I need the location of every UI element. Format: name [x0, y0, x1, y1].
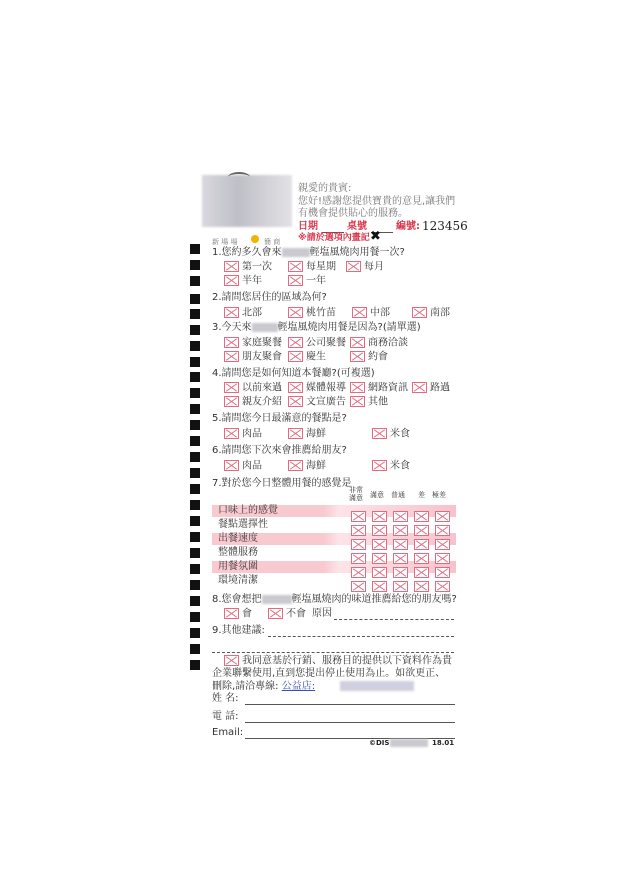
question-3: 3.今天來 輕塩風燒肉用餐是因為?(請單選)	[212, 322, 421, 333]
question-6: 6.請問您下次來會推薦給朋友?	[212, 445, 347, 456]
consent-line-3: 刪除,請洽專線: 公益店:	[212, 681, 316, 692]
q4-option[interactable]: 路過	[412, 382, 450, 395]
rating-checkbox[interactable]	[393, 581, 408, 592]
q3-option[interactable]: 朋友聚會	[224, 351, 282, 364]
timing-mark	[190, 372, 200, 382]
q8-yes-option[interactable]: 會	[224, 608, 252, 621]
timing-mark	[190, 452, 200, 462]
scale-header-very-poor: 極差	[432, 491, 446, 499]
timing-mark	[190, 436, 200, 446]
name-label: 姓 名:	[212, 693, 239, 704]
q1-option[interactable]: 每月	[346, 261, 384, 274]
timing-mark	[190, 276, 200, 286]
q2-option[interactable]: 中部	[352, 307, 390, 320]
timing-mark	[190, 468, 200, 478]
timing-mark	[190, 260, 200, 270]
question-9: 9.其他建議:	[212, 625, 265, 636]
table-label: 桌號	[347, 221, 367, 232]
serial-number: 123456	[422, 219, 468, 233]
q4-option[interactable]: 以前來過	[224, 382, 282, 395]
logo-blurred	[202, 175, 292, 227]
rating-item-label: 用餐氛圍	[218, 561, 258, 572]
timing-mark	[190, 532, 200, 542]
q2-option[interactable]: 北部	[224, 307, 262, 320]
timing-mark	[190, 612, 200, 622]
timing-mark	[190, 325, 200, 335]
timing-mark	[190, 628, 200, 638]
rating-item-label: 餐點選擇性	[218, 519, 268, 530]
instruction: ※請於選項內畫記	[298, 233, 370, 243]
rating-checkbox[interactable]	[414, 581, 429, 592]
date-label: 日期	[298, 221, 318, 232]
phone-label: 電 話:	[212, 711, 239, 722]
scale-header-poor: 差	[418, 491, 425, 499]
timing-mark	[190, 357, 200, 367]
q4-option[interactable]: 網路資訊	[350, 382, 408, 395]
consent-line-2: 企業聯繫使用,直到您提出停止使用為止。如欲更正、	[212, 668, 446, 679]
name-field[interactable]	[245, 704, 455, 705]
question-1: 1.您約多久會來 輕塩風燒肉用餐一次?	[212, 247, 405, 258]
rating-item-label: 環境清潔	[218, 575, 258, 586]
q2-option[interactable]: 南部	[412, 307, 450, 320]
right-tag: 簡 商	[264, 238, 281, 246]
q4-option[interactable]: 親友介紹	[224, 396, 282, 409]
question-7: 7.對於您今日整體用餐的感覺是	[212, 478, 352, 489]
footer-code-blurred	[390, 739, 428, 747]
footer-code-suffix: 18.01	[432, 739, 455, 747]
suggestion-line[interactable]	[212, 652, 454, 653]
q4-option[interactable]: 媒體報導	[288, 382, 346, 395]
mark-x-icon: ✖	[370, 229, 381, 244]
q2-option[interactable]: 桃竹苗	[288, 307, 336, 320]
q5-option[interactable]: 米食	[372, 428, 410, 441]
q1-option[interactable]: 每星期	[288, 261, 336, 274]
timing-mark	[190, 516, 200, 526]
question-4: 4.請問您是如何知道本餐廳?(可複選)	[212, 368, 375, 379]
q5-option[interactable]: 海鮮	[288, 428, 326, 441]
rating-item-label: 整體服務	[218, 547, 258, 558]
q8-no-option[interactable]: 不會	[268, 608, 306, 621]
timing-mark	[190, 404, 200, 414]
q3-option[interactable]: 約會	[350, 351, 388, 364]
timing-mark	[190, 388, 200, 398]
footer-code-prefix: ©DIS	[369, 739, 390, 747]
q5-option[interactable]: 肉品	[224, 428, 262, 441]
timing-mark	[190, 420, 200, 430]
timing-mark	[190, 596, 200, 606]
phone-field[interactable]	[245, 722, 455, 723]
q6-option[interactable]: 海鮮	[288, 460, 326, 473]
rating-checkbox[interactable]	[372, 581, 387, 592]
q4-option[interactable]: 文宣廣告	[288, 396, 346, 409]
question-5: 5.請問您今日最滿意的餐點是?	[212, 413, 347, 424]
timing-mark	[190, 309, 200, 319]
q3-option[interactable]: 商務洽談	[350, 337, 408, 350]
timing-mark	[190, 564, 200, 574]
consent-line-1[interactable]: 我同意基於行銷、服務目的提供以下資料作為貴	[224, 655, 452, 668]
q4-option[interactable]: 其他	[350, 396, 388, 409]
timing-mark	[190, 294, 200, 304]
timing-mark	[190, 548, 200, 558]
serial-label: 編號:	[396, 221, 420, 232]
timing-mark	[190, 500, 200, 510]
q8-reason-label: 原因	[312, 608, 332, 619]
rating-item-label: 口味上的感覺	[218, 505, 278, 516]
intro-line-2: 有機會提供貼心的服務。	[298, 208, 408, 219]
timing-mark	[190, 660, 200, 670]
timing-mark	[190, 341, 200, 351]
question-8: 8.您會想把 輕塩風燒肉的味道推薦給您的朋友嗎?	[212, 594, 457, 605]
q1-option[interactable]: 第一次	[224, 261, 272, 274]
contact-store: 公益店:	[281, 681, 316, 692]
greeting: 親愛的貴賓:	[298, 183, 352, 194]
question-2: 2.請問您居住的區域為何?	[212, 292, 327, 303]
rating-item-label: 出餐速度	[218, 533, 258, 544]
email-label: Email:	[212, 727, 244, 738]
q1-option[interactable]: 一年	[288, 275, 326, 288]
rating-checkbox[interactable]	[435, 581, 450, 592]
intro-line-1: 您好!感謝您提供寶貴的意見,讓我們	[298, 196, 456, 207]
smile-icon	[251, 235, 259, 243]
q1-option[interactable]: 半年	[224, 275, 262, 288]
timing-mark	[190, 644, 200, 654]
timing-mark	[190, 580, 200, 590]
q3-option[interactable]: 家庭聚餐	[224, 337, 282, 350]
scale-header-neutral: 普通	[391, 491, 405, 499]
rating-checkbox[interactable]	[351, 581, 366, 592]
scale-header-very-satisfied: 非常滿意	[349, 486, 363, 502]
reason-line[interactable]	[334, 619, 454, 620]
q6-option[interactable]: 肉品	[224, 460, 262, 473]
q3-option[interactable]: 公司聚餐	[288, 337, 346, 350]
contact-number-blurred	[340, 681, 414, 691]
timing-mark	[190, 484, 200, 494]
suggestion-line[interactable]	[268, 636, 454, 637]
timing-mark	[190, 244, 200, 254]
left-tag: 新 場 場	[212, 238, 238, 246]
scale-header-satisfied: 滿意	[370, 491, 384, 499]
rating-grid	[351, 506, 451, 588]
q6-option[interactable]: 米食	[372, 460, 410, 473]
q3-option[interactable]: 慶生	[288, 351, 326, 364]
logo-swoosh	[228, 172, 250, 182]
